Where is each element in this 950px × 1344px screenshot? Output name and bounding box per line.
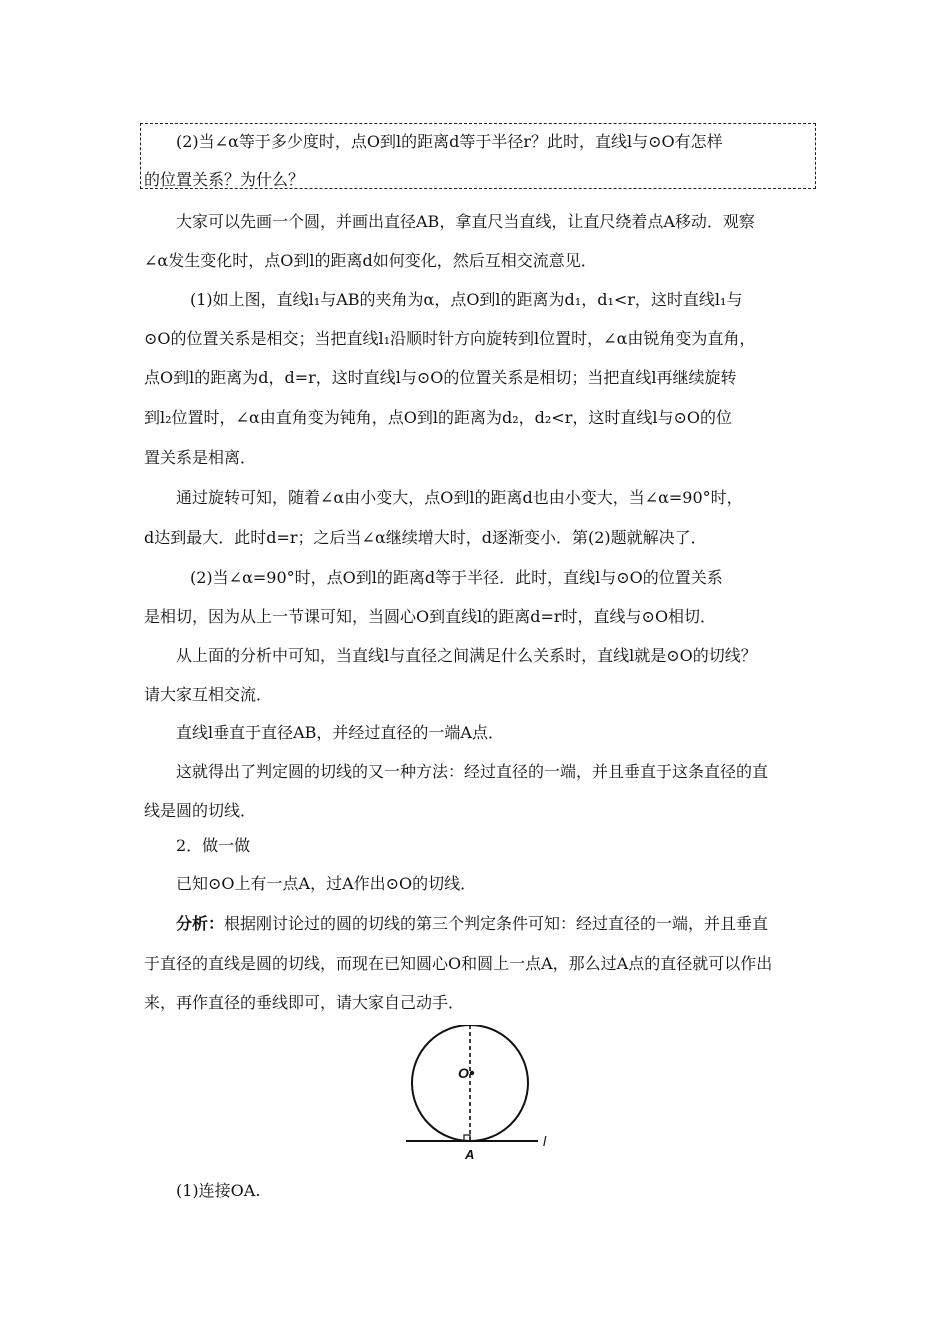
analysis-line-3: 来，再作直径的垂线即可，请大家自己动手． — [144, 993, 465, 1012]
label-a: A — [465, 1147, 475, 1162]
step-1: (1)连接OA. — [176, 1181, 261, 1200]
paragraph-line: 这就得出了判定圆的切线的又一种方法：经过直径的一端，并且垂直于这条直径的直 — [176, 762, 769, 781]
paragraph-line: 从上面的分析中可知，当直线l与直径之间满足什么关系时，直线l就是⊙O的切线？ — [176, 646, 757, 665]
analysis-text: 根据刚讨论过的圆的切线的第三个判定条件可知：经过直径的一端，并且垂直 — [224, 914, 769, 933]
center-point — [470, 1071, 474, 1075]
paragraph-line: 是相切，因为从上一节课可知，当圆心O到直线l的距离d=r时，直线与⊙O相切． — [144, 607, 717, 626]
paragraph-line: 线是圆的切线． — [144, 801, 257, 820]
paragraph-line: (1)如上图，直线l₁与AB的夹角为α，点O到l的距离为d₁，d₁<r，这时直线l₁与 — [190, 290, 743, 309]
tangent-figure — [400, 1025, 560, 1165]
paragraph-line: 已知⊙O上有一点A，过A作出⊙O的切线． — [176, 874, 477, 893]
analysis-label: 分析： — [176, 914, 225, 933]
paragraph-line: d达到最大．此时d=r；之后当∠α继续增大时，d逐渐变小．第(2)题就解决了． — [144, 528, 707, 547]
paragraph-line: 直线l垂直于直径AB，并经过直径的一端A点． — [176, 723, 504, 742]
paragraph-line: ⊙O的位置关系是相交；当把直线l₁沿顺时针方向旋转到l位置时，∠α由锐角变为直角， — [144, 329, 756, 348]
section-heading: 2．做一做 — [176, 836, 251, 855]
paragraph-line: 点O到l的距离为d，d=r，这时直线l与⊙O的位置关系是相切；当把直线l再继续旋转 — [144, 368, 737, 387]
analysis-line-2: 于直径的直线是圆的切线，而现在已知圆心O和圆上一点A，那么过A点的直径就可以作出 — [144, 954, 773, 973]
analysis-line-1 — [176, 913, 816, 935]
question-line-1: (2)当∠α等于多少度时，点O到l的距离d等于半径r？此时，直线l与⊙O有怎样 — [176, 132, 723, 151]
paragraph-line: 到l₂位置时，∠α由直角变为钝角，点O到l的距离为d₂，d₂<r，这时直线l与⊙O的位 — [144, 408, 732, 427]
label-o: O — [458, 1065, 469, 1081]
paragraph-line: 通过旋转可知，随着∠α由小变大，点O到l的距离d也由小变大，当∠α=90°时， — [176, 488, 743, 507]
label-l: l — [543, 1133, 547, 1149]
paragraph-line: (2)当∠α=90°时，点O到l的距离d等于半径．此时，直线l与⊙O的位置关系 — [190, 568, 723, 587]
paragraph-line: 请大家互相交流． — [144, 685, 273, 704]
paragraph-line: ∠α发生变化时，点O到l的距离d如何变化，然后互相交流意见． — [144, 251, 597, 270]
paragraph-line: 大家可以先画一个圆，并画出直径AB，拿直尺当直线，让直尺绕着点A移动．观察 — [176, 212, 755, 231]
question-line-2: 的位置关系？为什么？ — [144, 170, 305, 189]
paragraph-line: 置关系是相离． — [144, 448, 257, 467]
